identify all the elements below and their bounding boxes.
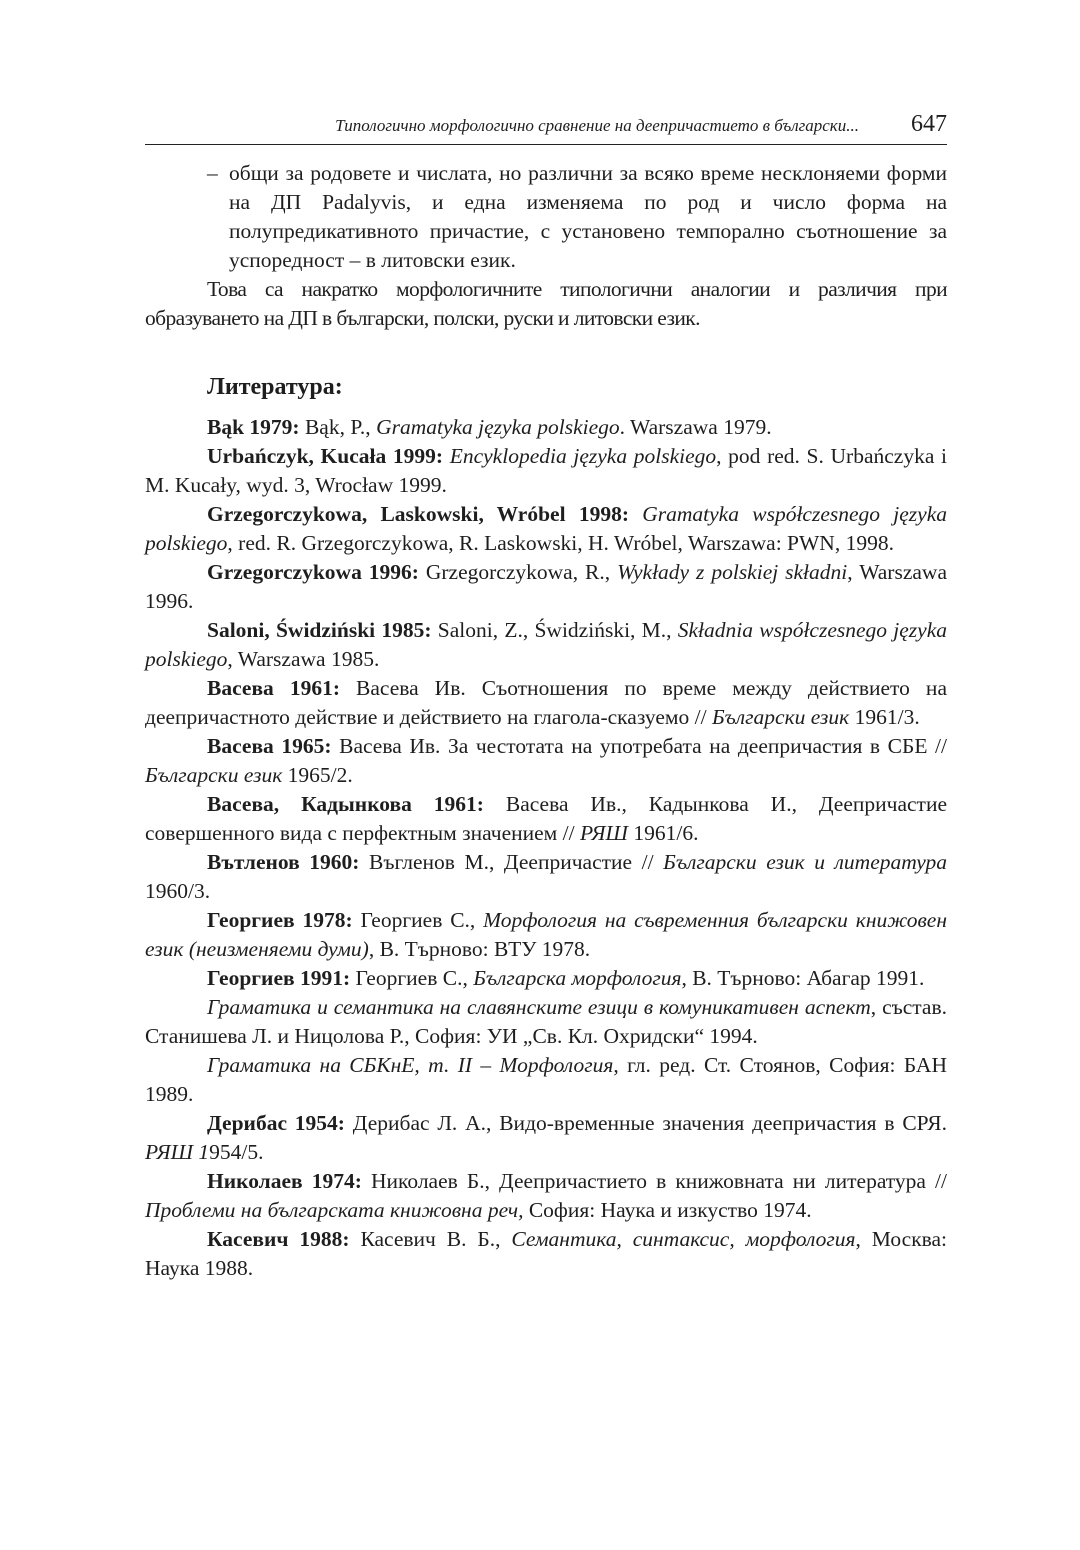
reference-entry xyxy=(145,558,947,616)
reference-key: Вътленов 1960: xyxy=(207,850,360,874)
reference-entry xyxy=(145,906,947,964)
reference-entry xyxy=(145,500,947,558)
reference-title: РЯШ 1 xyxy=(145,1140,210,1164)
reference-entry xyxy=(145,616,947,674)
reference-key: Grzegorczykowa, Laskowski, Wróbel 1998: xyxy=(207,502,629,526)
reference-title: РЯШ xyxy=(579,821,628,845)
reference-key: Васева 1965: xyxy=(207,734,332,758)
reference-entry xyxy=(145,993,947,1051)
reference-title: Български език xyxy=(145,763,283,787)
reference-text: , Москва: Наука 1988. xyxy=(145,1227,948,1280)
reference-entry xyxy=(145,1109,947,1167)
reference-title: Морфология на съвременния български книжовен език (неизменяеми думи) xyxy=(145,908,947,961)
dash-item-text: общи за родовете и числата, но различни за всяко време несклоняеми форми на ДП Padalyvis, и една изменяема по род и число форма на полупредикативното причастие, с установено темпорално съотношение за успоредност – в литовски език. xyxy=(229,161,947,272)
reference-key: Георгиев 1991: xyxy=(207,966,351,990)
reference-title: Български език и литература xyxy=(663,850,947,874)
reference-text: , състав. Станишева Л. и Ницолова Р., София: УИ „Св. Кл. Охридски“ 1994. xyxy=(145,995,947,1048)
page xyxy=(145,110,947,1283)
reference-text: Васева Ив. За честотата на употребата на деепричастия в СБЕ // xyxy=(331,734,947,758)
reference-text: Въгленов М., Деепричастие // xyxy=(359,850,664,874)
reference-text: , red. R. Grzegorczykowa, R. Laskowski, H. Wróbel, Warszawa: PWN, 1998. xyxy=(227,531,894,555)
reference-key: Дерибас 1954: xyxy=(207,1111,345,1135)
reference-key: Васева 1961: xyxy=(207,676,340,700)
reference-key: Васева, Кадынкова 1961: xyxy=(207,792,484,816)
reference-title: Gramatyka języka polskiego xyxy=(376,415,620,439)
reference-text: Bąk, P., xyxy=(299,415,377,439)
reference-key: Николаев 1974: xyxy=(207,1169,362,1193)
reference-title: Encyklopedia języka polskiego xyxy=(449,444,717,468)
reference-list xyxy=(145,413,947,1283)
reference-entry xyxy=(145,848,947,906)
reference-entry xyxy=(145,964,947,993)
reference-text: Васева Ив., Кадынкова И., Деепричастие совершенного вида с перфектным значением // xyxy=(145,792,947,845)
dash-list-item xyxy=(145,159,947,275)
reference-title: Граматика и семантика на славянските езици в комуникативен аспект xyxy=(207,995,871,1019)
reference-text: 1961/6. xyxy=(627,821,699,845)
reference-text: Grzegorczykowa, R., xyxy=(418,560,618,584)
reference-text: Николаев Б., Деепричастието в книжовната ни литература // xyxy=(361,1169,947,1193)
reference-text: , В. Търново: Абагар 1991. xyxy=(681,966,925,990)
reference-text: Васева Ив. Съотношения по време между действието на деепричастното действие и действието на глагола-сказуемо // xyxy=(145,676,947,729)
running-header xyxy=(145,110,947,145)
reference-text: , Warszawa 1996. xyxy=(145,560,947,613)
reference-key: Георгиев 1978: xyxy=(207,908,353,932)
reference-text: , Warszawa 1985. xyxy=(227,647,380,671)
page-number: 647 xyxy=(911,111,947,137)
reference-entry xyxy=(145,732,947,790)
reference-title: Семантика, синтаксис, морфология xyxy=(511,1227,856,1251)
reference-text xyxy=(443,444,450,468)
reference-text: 1965/2. xyxy=(282,763,353,787)
reference-entry xyxy=(145,1225,947,1283)
reference-text: . Warszawa 1979. xyxy=(619,415,772,439)
reference-key: Urbańczyk, Kucała 1999: xyxy=(207,444,444,468)
reference-entry xyxy=(145,1051,947,1109)
reference-title: Граматика на СБКнЕ, т. II – Морфология xyxy=(207,1053,614,1077)
reference-title: Gramatyka współczesnego języka polskiego xyxy=(145,502,948,555)
reference-entry xyxy=(145,413,947,442)
reference-entry xyxy=(145,442,947,500)
reference-text: , гл. ред. Ст. Стоянов, София: БАН 1989. xyxy=(145,1053,947,1106)
reference-text xyxy=(629,502,642,526)
reference-title: Проблеми на българската книжовна реч, xyxy=(145,1198,524,1222)
reference-title: Български език xyxy=(711,705,850,729)
summary-paragraph: Това са накратко морфологичните типологични аналогии и различия при образуването на ДП в български, полски, руски и литовски език. xyxy=(145,277,947,330)
reference-text: Касевич В. Б., xyxy=(349,1227,512,1251)
reference-text: Saloni, Z., Świdziński, M., xyxy=(431,618,678,642)
reference-title: Wykłady z polskiej składni xyxy=(617,560,848,584)
reference-key: Saloni, Świdziński 1985: xyxy=(207,618,432,642)
reference-title: Българска морфология xyxy=(473,966,682,990)
reference-text: 1961/3. xyxy=(849,705,920,729)
reference-entry xyxy=(145,674,947,732)
reference-text: София: Наука и изкуство 1974. xyxy=(523,1198,812,1222)
reference-text: Георгиев С., xyxy=(352,908,484,932)
reference-key: Касевич 1988: xyxy=(207,1227,350,1251)
reference-title: Składnia współczesnego języka polskiego xyxy=(145,618,947,671)
reference-key: Grzegorczykowa 1996: xyxy=(207,560,419,584)
reference-entry xyxy=(145,1167,947,1225)
literature-heading: Литература: xyxy=(207,374,343,400)
reference-text: , pod red. S. Urbańczyka i M. Kucały, wyd. 3, Wrocław 1999. xyxy=(145,444,947,497)
reference-entry xyxy=(145,790,947,848)
reference-text: Дерибас Л. А., Видо-временные значения деепричастия в СРЯ. xyxy=(344,1111,947,1135)
running-title: Типологично морфологично сравнение на деепричастието в български... xyxy=(335,116,859,135)
reference-text: Георгиев С., xyxy=(350,966,474,990)
reference-text: , В. Търново: ВТУ 1978. xyxy=(368,937,591,961)
dash-bullet: – xyxy=(207,161,218,185)
reference-text: 954/5. xyxy=(209,1140,264,1164)
reference-text: 1960/3. xyxy=(145,879,211,903)
reference-key: Bąk 1979: xyxy=(207,415,300,439)
